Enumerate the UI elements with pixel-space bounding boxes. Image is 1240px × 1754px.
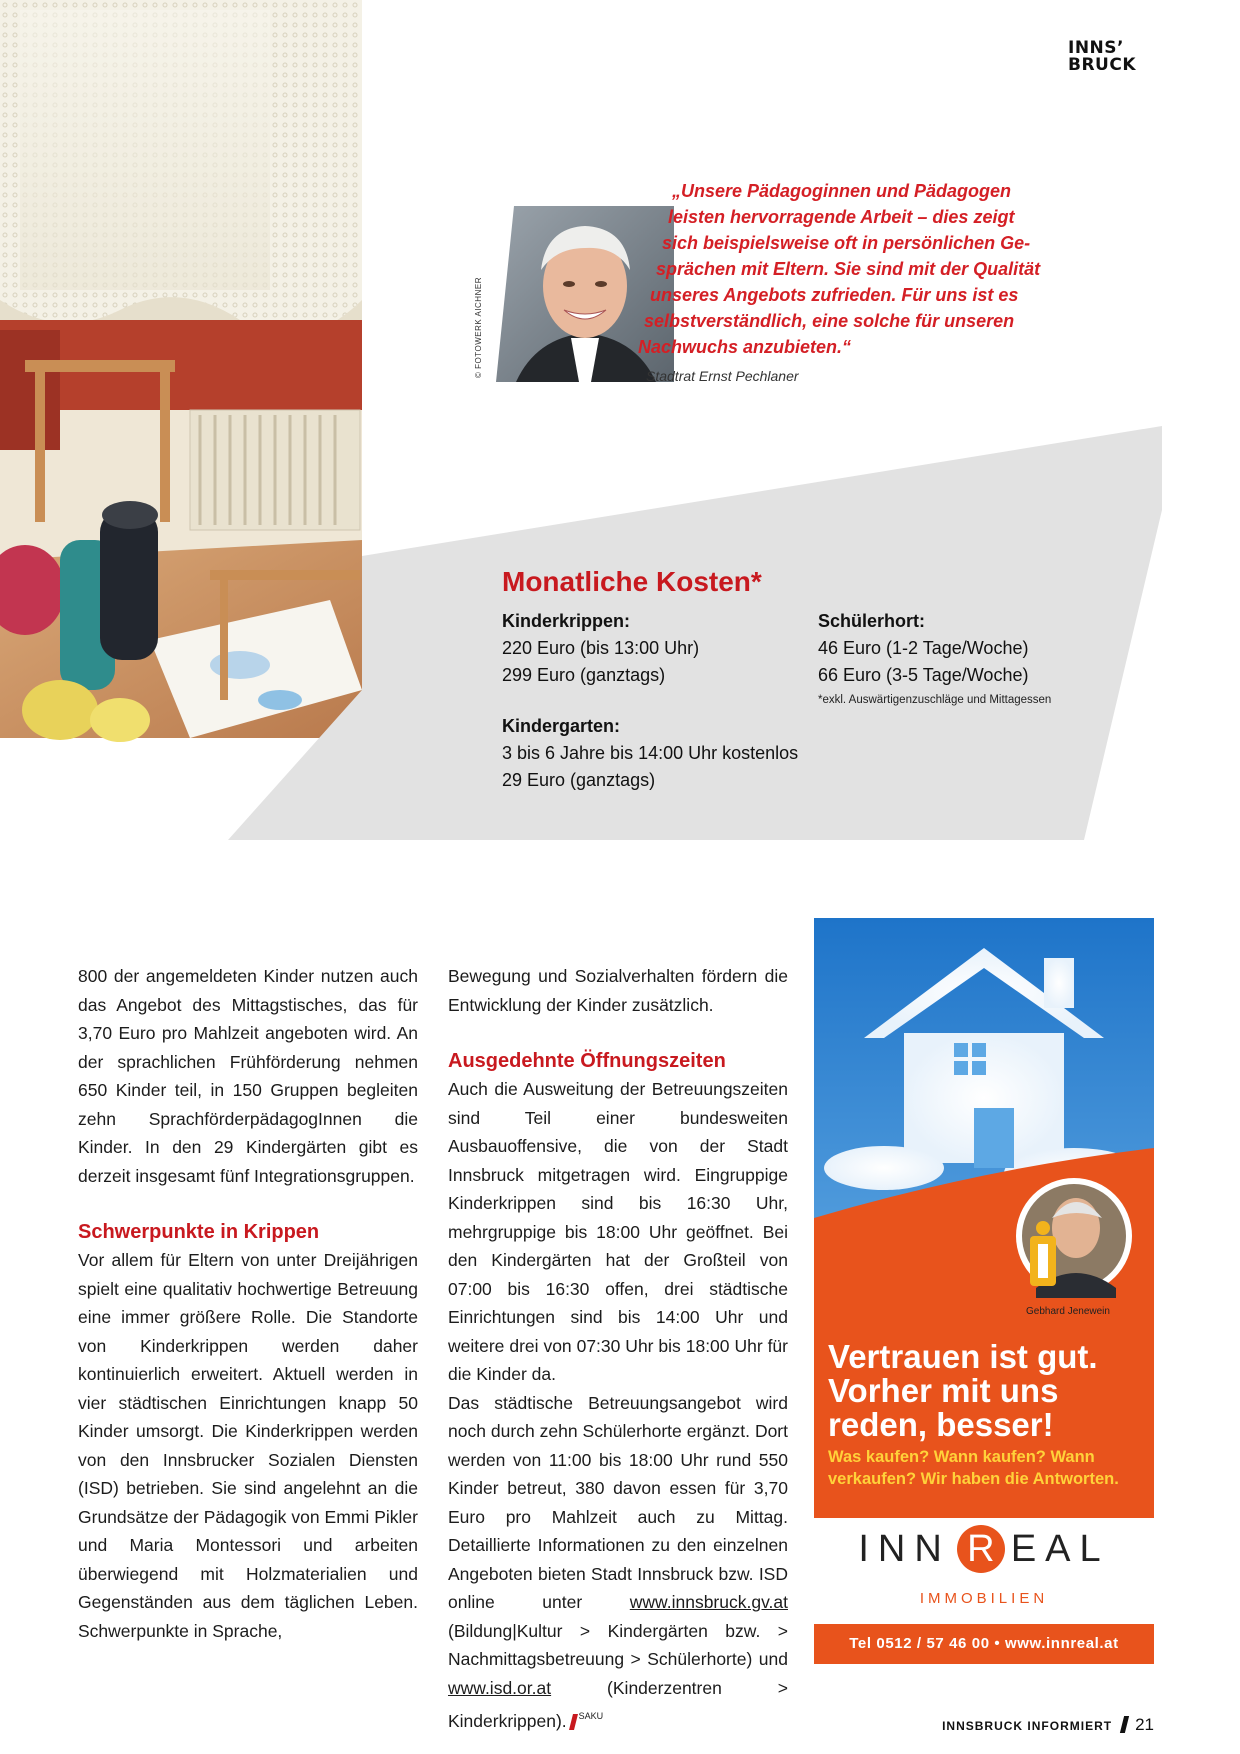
quote-line: unseres Angebots zufrieden. Für uns ist es [650,285,1019,305]
ad-headline: Vertrauen ist gut. Vorher mit uns reden, besser! [828,1338,1098,1443]
ad-subline: Was kaufen? Wann kaufen? Wann verkaufen? Wir haben die Antworten. [828,1448,1119,1488]
article-paragraph: 800 der angemeldeten Kinder nutzen auch das Angebot des Mittagstisches, das für 3,70 Euro pro Mahlzeit angeboten wird. An der sprachlichen Frühförderung nehmen 650 Kinder teil, in 150 Gruppen begleiten zehn SprachförderpädagogInnen die Kinder. In den 29 Kindergärten gibt es derzeit insgesamt fünf Integrationsgruppen. [78,966,418,1186]
footer-slash-icon [1120,1716,1129,1733]
article-paragraph: Bewegung und Sozialverhalten fördern die Entwicklung der Kinder zusätzlich. [448,966,788,1015]
cost-line: 29 Euro (ganztags) [502,770,656,790]
cost-kindergarten-heading: Kindergarten: [502,716,621,736]
brand-right: EAL [1010,1528,1110,1570]
innreal-logo [814,1525,1154,1573]
cost-line: 66 Euro (3-5 Tage/Woche) [818,665,1029,685]
article-column-1 [78,962,418,1645]
text-run: Das städtische Betreuungsangebot wird noch durch zehn Schülerhorte ergänzt. Dort werden von 11:00 bis 18:00 Uhr rund 550 Kinder betreut, 380 davon essen für 3,70 Euro pro Mahlzeit auch zu Mittag. Detaillierte Informationen zu den einzelnen Angeboten bieten Stadt Innsbruck bzw. ISD online unter [448,1392,788,1612]
photo-credit-portrait: © FOTOWERK AICHNER [474,277,483,378]
text-run: (Bildung|Kultur > Kindergärten bzw. > Nachmittagsbetreuung > Schülerhorte) und [448,1620,788,1669]
text-run: (Kinderzentren > Kinderkrippen). [448,1677,788,1731]
footer-title: INNSBRUCK INFORMIERT [942,1719,1113,1733]
ad-contact-bar[interactable]: Tel 0512 / 57 46 00 • www.innreal.at [814,1624,1154,1664]
logo-line-2: BRUCK [1068,55,1137,75]
brand-subtitle: IMMOBILIEN [919,1590,1049,1607]
quote-line: selbstverständlich, eine solche für unseren [644,311,1015,331]
heading-krippen: Schwerpunkte in Krippen [78,1221,320,1243]
link-isd[interactable]: www.isd.or.at [448,1677,552,1698]
quote-line: sprächen mit Eltern. Sie sind mit der Qualität [656,259,1041,279]
author-signature: SAKU [578,1711,604,1721]
page-number: 21 [1135,1715,1154,1734]
ad-person-name: Gebhard Jenewein [1026,1306,1110,1317]
pull-quote [640,178,1080,360]
quote-author: Stadtrat Ernst Pechlaner [646,368,799,384]
cost-line: 299 Euro (ganztags) [502,665,666,685]
cost-hort [818,608,1118,689]
cost-line: 220 Euro (bis 13:00 Uhr) [502,638,700,658]
cost-line: 3 bis 6 Jahre bis 14:00 Uhr kostenlos [502,743,799,763]
innreal-advertisement[interactable] [814,918,1154,1664]
cost-line: 46 Euro (1-2 Tage/Woche) [818,638,1029,658]
article-paragraph: Vor allem für Eltern von unter Dreijährigen spielt eine qualitativ hochwertige Betreuung eine immer größere Rolle. Die Standorte von Kinderkrippen werden daher kontinuierlich erweitert. Aktuell werden in vier städtischen Einrichtungen knapp 50 Kinder umsorgt. Die Kinderkrippen werden von den Innsbrucker Sozialen Diensten (ISD) betrieben. Sie sind angelehnt an die Grundsätze der Pädagogik von Emmi Pikler und Maria Montessori und arbeiten überwiegend mit Holzmaterialien und Gegenständen aus dem täglichen Leben. Schwerpunkte in Sprache, [78,1250,418,1641]
logo-line-1: INNS’ [1068,38,1124,58]
innsbruck-logo [1068,40,1158,74]
link-innsbruck[interactable]: www.innsbruck.gv.at [629,1592,788,1612]
page-footer [942,1715,1154,1735]
cost-hort-heading: Schülerhort: [818,611,926,631]
signature-slash-icon [569,1714,578,1730]
quote-line: leisten hervorragende Arbeit – dies zeigt [668,207,1015,227]
cost-title: Monatliche Kosten* [502,566,762,597]
article-paragraph [448,1389,788,1736]
cost-krippen [502,608,802,689]
article-column-2 [448,962,788,1736]
quote-line: „Unsere Pädagoginnen und Pädagogen [672,181,1012,201]
quote-line: sich beispielsweise oft in persönlichen Ge- [662,233,1031,253]
heading-oeffnungszeiten: Ausgedehnte Öffnungszeiten [448,1050,726,1072]
brand-left: INN [858,1528,951,1570]
quote-line: Nachwuchs anzubieten.“ [638,337,852,357]
cost-krippen-heading: Kinderkrippen: [502,611,631,631]
brand-r-circle: R [957,1525,1005,1573]
cost-kindergarten [502,713,842,794]
article-paragraph: Auch die Ausweitung der Betreuungszeiten sind Teil einer bundesweiten Ausbauoffensive, die von der Stadt Innsbruck mitgetragen wird. Eingruppige Kinderkrippen sind bis 16:30 Uhr, mehrgruppige bis 18:00 Uhr geöffnet. Bei den Kindergärten hat der Großteil von 07:00 bis 16:30 offen, drei städtische Einrichtungen sind bis 14:00 Uhr und weitere drei von 07:30 Uhr bis 18:00 Uhr für die Kinder da. [448,1079,788,1384]
cost-footnote: *exkl. Auswärtigenzuschläge und Mittagessen [818,694,1052,706]
